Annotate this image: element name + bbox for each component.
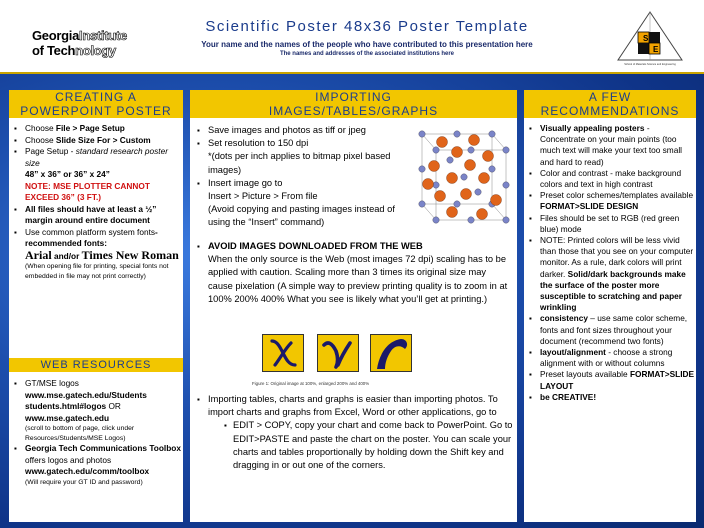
list-item: ▪ consistency – use same color scheme, fonts and font sizes throughout your document (recommend two fonts) xyxy=(527,313,695,347)
list-item: ▪ Choose File > Page Setup xyxy=(12,123,182,135)
poster-title: Scientific Poster 48x36 Poster Template xyxy=(205,18,529,35)
creating-poster-list xyxy=(12,123,182,281)
list-item: ▪ Page Setup - standard research poster size 48” x 36” or 36” x 24” NOTE: MSE PLOTTER CANNOT EXCEED 36” (3 FT.) xyxy=(12,146,182,204)
crystal-structure-image xyxy=(412,120,514,238)
list-item: ▪ Save images and photos as tiff or jpeg xyxy=(195,124,410,137)
list-item: ▪ Importing tables, charts and graphs is easier than importing photos. To import charts and graphs from Excel, Word or other applications, go to xyxy=(195,393,513,419)
web-resources-list xyxy=(12,378,182,487)
mse-caption: School of Materials Science and Engineering xyxy=(624,63,676,66)
svg-text:E: E xyxy=(653,45,659,54)
column-creating-poster xyxy=(9,90,183,522)
heading-creating-poster: CREATING A POWERPOINT POSTER xyxy=(9,90,183,118)
list-item: ▪ All files should have at least a ½” margin around entire document xyxy=(12,204,182,227)
list-item: ▪ Color and contrast - make background colors and text in high contrast xyxy=(527,168,695,190)
importing-list-bottom xyxy=(195,393,513,472)
heading-importing-images: IMPORTING IMAGES/TABLES/GRAPHS xyxy=(190,90,517,118)
list-item: ▪ Insert image go to Insert > Picture > From file (Avoid copying and pasting images instead of using the “Insert” command) xyxy=(195,177,410,230)
institution-addresses: The names and addresses of the associated institutions here xyxy=(279,51,455,57)
importing-list-middle xyxy=(195,240,513,306)
list-item: ▪ Choose Slide Size For > Custom xyxy=(12,135,182,147)
column-recommendations xyxy=(524,90,696,522)
heading-recommendations: A FEW RECOMMENDATIONS xyxy=(524,90,696,118)
list-item: ▪ Use common platform system fonts- recommended fonts: Arial and/or Times New Roman (When opening file for printing, special fonts not embedded in file may not print correctly) xyxy=(12,227,182,282)
recommendations-list xyxy=(527,123,695,403)
figure-caption: Figure 1: Original image at 100%, enlarged 200% and 400% xyxy=(252,381,370,386)
heading-web-resources: WEB RESOURCES xyxy=(9,358,183,372)
list-item: ▪ layout/alignment - choose a strong alignment with or without columns xyxy=(527,347,695,369)
list-item: ▪ NOTE: Printed colors will be less vivid than those that you see on your computer monitor. As a rule, dark colors will print darker. Solid/dark backgrounds make the surface of the poster more susceptible to scratching and paper wrinkling xyxy=(527,235,695,313)
greek-gamma-image-200 xyxy=(317,334,359,372)
georgia-tech-logo: GeorgiaInstitute of Technology xyxy=(32,28,127,58)
list-item: ▪ be CREATIVE! xyxy=(527,392,695,403)
list-item: ▪ AVOID IMAGES DOWNLOADED FROM THE WEB When the only source is the Web (most images 72 dpi) scaling has to be applied with caution. Scaling more than 3 times its original size may cause pixelation (A simple way to preview printing quality is to zoom in at 100% 200% 400% What you see is likely what you’ll get at printing.) xyxy=(195,240,513,306)
list-item: ▪ Preset layouts available FORMAT>SLIDE LAYOUT xyxy=(527,369,695,391)
list-item: ▪ EDIT > COPY, copy your chart and come back to PowerPoint. Go to EDIT>PASTE and paste the chart on the poster. You can scale your charts and tables proportionally by holding down the Shift key and dragging in or out one of the corners. xyxy=(215,419,513,472)
list-item: ▪ Preset color schemes/templates available FORMAT>SLIDE DESIGN xyxy=(527,190,695,212)
list-item: ▪ Files should be set to RGB (red green blue) mode xyxy=(527,213,695,235)
greek-chi-image-100 xyxy=(262,334,304,372)
author-names: Your name and the names of the people who have contributed to this presentation here xyxy=(201,40,533,49)
greek-symbol-image-400 xyxy=(370,334,412,372)
importing-list-top xyxy=(195,124,410,230)
list-item: ▪ Visually appealing posters - Concentrate on your main points (too much text will make your text too small and hard to read) xyxy=(527,123,695,168)
svg-text:S: S xyxy=(643,34,649,43)
mse-logo xyxy=(614,10,686,68)
list-item: ▪ Set resolution to 150 dpi *(dots per inch applies to bitmap pixel based images) xyxy=(195,137,410,177)
list-item: ▪ Georgia Tech Communications Toolbox offers logos and photos www.gatech.edu/comm/toolbox (Will require your GT ID and password) xyxy=(12,443,182,487)
poster-header xyxy=(0,0,704,74)
list-item: ▪ GT/MSE logos www.mse.gatech.edu/Students students.html#logos OR www.mse.gatech.edu (scroll to bottom of page, click under Resources/Students/MSE Logos) xyxy=(12,378,182,443)
column-importing-images xyxy=(190,90,517,522)
